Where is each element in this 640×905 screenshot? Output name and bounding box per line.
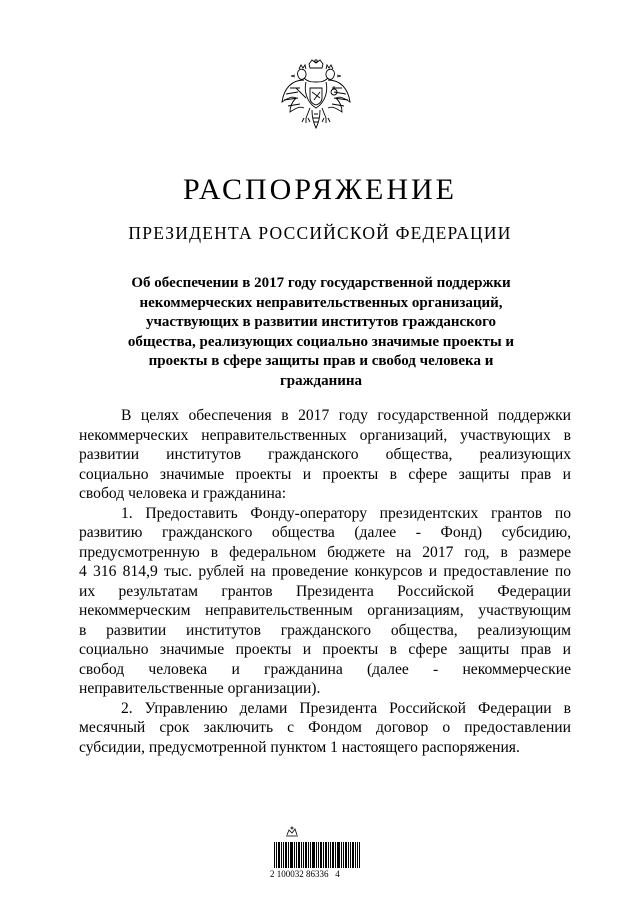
coat-of-arms-icon <box>276 58 356 138</box>
barcode-icon <box>274 842 360 868</box>
intro-line: развитии институтов гражданского общества, реализующих <box>79 446 571 463</box>
intro-line: свобод человека и гражданина: <box>79 485 287 502</box>
item1-line: развитию гражданского общества (далее - Фонд) субсидию, <box>79 524 571 541</box>
item1-line: 4 316 814,9 тыс. рублей на проведение конкурсов и предоставление по <box>79 563 571 580</box>
intro-line: В целях обеспечения в 2017 году государственной поддержки <box>121 407 571 424</box>
document-title <box>96 274 546 392</box>
item2-line: 2. Управлению делами Президента Российской Федерации в <box>121 699 571 717</box>
document-body <box>79 406 571 757</box>
barcode-number: 2 100032 86336 4 <box>270 869 340 879</box>
title-line: гражданина <box>279 372 363 389</box>
item2-line: субсидии, предусмотренной пунктом 1 настоящего распоряжения. <box>79 738 520 756</box>
item2-line: месячный срок заключить с Фондом договор о предоставлении <box>79 719 571 736</box>
item1-line: в развитии институтов гражданского общества, реализующим <box>79 621 571 639</box>
item1-line: некоммерческим неправительственным организациям, участвующим <box>79 602 571 619</box>
item1-line: свобод человека и гражданина (далее - некоммерческие <box>79 660 571 678</box>
title-line: участвующих в развитии институтов гражданского <box>145 314 497 331</box>
title-line: некоммерческих неправительственных организаций, <box>139 294 503 311</box>
document-type-heading: РАСПОРЯЖЕНИЕ <box>182 173 458 206</box>
issuer-heading: ПРЕЗИДЕНТА РОССИЙСКОЙ ФЕДЕРАЦИИ <box>128 223 512 243</box>
title-line: проекты в сфере защиты прав и свобод человека и <box>148 353 494 370</box>
item1-line: социально значимые проекты и проекты в сфере защиты прав и <box>79 641 571 658</box>
item1-line: предусмотренную в федеральном бюджете на 2017 год, в размере <box>79 543 571 561</box>
intro-line: социально значимые проекты и проекты в сфере защиты прав и <box>79 465 571 483</box>
barcode-block <box>270 826 368 882</box>
title-line: Об обеспечении в 2017 году государственной поддержки <box>131 275 511 291</box>
item1-line: 1. Предоставить Фонду-оператору президентских грантов по <box>121 504 571 522</box>
intro-line: некоммерческих неправительственных организаций, участвующих в <box>79 426 571 444</box>
registry-stamp-icon <box>284 826 300 838</box>
item1-line: неправительственные организации). <box>79 680 321 697</box>
item1-line: их результатам грантов Президента Российской Федерации <box>79 582 571 600</box>
title-line: общества, реализующих социально значимые проекты и <box>127 333 515 350</box>
